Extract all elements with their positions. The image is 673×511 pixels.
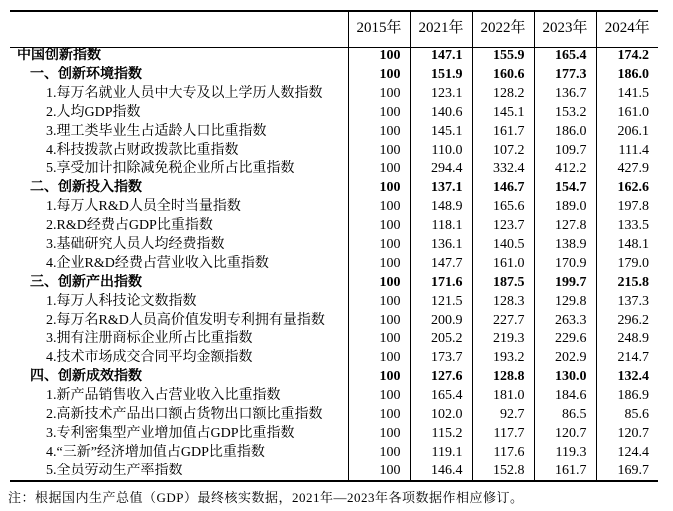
year-column-header: 2022年 — [472, 11, 534, 47]
row-label-cell: 1.新产品销售收入占营业收入比重指数 — [46, 388, 281, 404]
value-cell: 165.4 — [410, 387, 472, 406]
value-cell: 138.9 — [534, 236, 596, 255]
value-cell: 100 — [348, 444, 410, 463]
value-cell: 181.0 — [472, 387, 534, 406]
value-cell: 154.7 — [534, 179, 596, 198]
value-cell: 427.9 — [596, 160, 658, 179]
table-row — [10, 463, 658, 482]
value-cell: 296.2 — [596, 311, 658, 330]
value-cell: 174.2 — [596, 47, 658, 66]
value-cell: 100 — [348, 255, 410, 274]
row-label-cell: 4.“三新”经济增加值占GDP比重指数 — [46, 444, 265, 460]
value-cell: 206.1 — [596, 123, 658, 142]
table-row — [10, 141, 658, 160]
table-row — [10, 406, 658, 425]
table-row — [10, 236, 658, 255]
table-row — [10, 368, 658, 387]
value-cell: 121.5 — [410, 293, 472, 312]
row-label-cell: 4.科技拨款占财政拨款比重指数 — [46, 142, 239, 158]
table-row — [10, 330, 658, 349]
value-cell: 177.3 — [534, 66, 596, 85]
value-cell: 169.7 — [596, 463, 658, 482]
value-cell: 148.1 — [596, 236, 658, 255]
value-cell: 100 — [348, 330, 410, 349]
value-cell: 146.7 — [472, 179, 534, 198]
table-row — [10, 349, 658, 368]
value-cell: 215.8 — [596, 274, 658, 293]
value-cell: 130.0 — [534, 368, 596, 387]
value-cell: 100 — [348, 274, 410, 293]
row-label-cell: 3.拥有注册商标企业所占比重指数 — [46, 331, 253, 347]
value-cell: 161.0 — [472, 255, 534, 274]
value-cell: 197.8 — [596, 198, 658, 217]
row-label-cell: 一、创新环境指数 — [30, 66, 142, 82]
value-cell: 186.9 — [596, 387, 658, 406]
value-cell: 152.8 — [472, 463, 534, 482]
row-label-cell: 3.基础研究人员人均经费指数 — [46, 237, 225, 252]
value-cell: 165.6 — [472, 198, 534, 217]
value-cell: 155.9 — [472, 47, 534, 66]
value-cell: 119.3 — [534, 444, 596, 463]
value-cell: 137.3 — [596, 293, 658, 312]
value-cell: 148.9 — [410, 198, 472, 217]
value-cell: 202.9 — [534, 349, 596, 368]
value-cell: 205.2 — [410, 330, 472, 349]
value-cell: 128.3 — [472, 293, 534, 312]
value-cell: 162.6 — [596, 179, 658, 198]
value-cell: 100 — [348, 104, 410, 123]
value-cell: 100 — [348, 198, 410, 217]
row-label-cell: 2.R&D经费占GDP比重指数 — [46, 218, 213, 234]
table-footnote: 注：根据国内生产总值（GDP）最终核实数据，2021年—2023年各项数据作相应修订。 — [8, 490, 524, 505]
row-label-cell: 4.企业R&D经费占营业收入比重指数 — [46, 255, 269, 271]
table-row — [10, 198, 658, 217]
value-cell: 200.9 — [410, 311, 472, 330]
year-column-header: 2015年 — [348, 11, 410, 47]
value-cell: 132.4 — [596, 368, 658, 387]
value-cell: 171.6 — [410, 274, 472, 293]
row-label-cell: 二、创新投入指数 — [30, 180, 142, 196]
table-row — [10, 425, 658, 444]
value-cell: 141.5 — [596, 85, 658, 104]
value-cell: 332.4 — [472, 160, 534, 179]
value-cell: 170.9 — [534, 255, 596, 274]
value-cell: 186.0 — [534, 123, 596, 142]
value-cell: 173.7 — [410, 349, 472, 368]
row-label-cell: 5.享受加计扣除减免税企业所占比重指数 — [46, 161, 295, 177]
value-cell: 184.6 — [534, 387, 596, 406]
value-cell: 229.6 — [534, 330, 596, 349]
value-cell: 100 — [348, 463, 410, 482]
table-row — [10, 160, 658, 179]
row-label-cell: 1.每万人R&D人员全时当量指数 — [46, 199, 241, 215]
value-cell: 117.6 — [472, 444, 534, 463]
value-cell: 128.2 — [472, 85, 534, 104]
value-cell: 189.0 — [534, 198, 596, 217]
value-cell: 127.8 — [534, 217, 596, 236]
row-label-cell: 3.专利密集型产业增加值占GDP比重指数 — [46, 425, 295, 441]
value-cell: 151.9 — [410, 66, 472, 85]
stub-header-cell — [10, 11, 348, 47]
table-row — [10, 104, 658, 123]
value-cell: 140.6 — [410, 104, 472, 123]
value-cell: 120.7 — [534, 425, 596, 444]
table-body — [10, 47, 658, 481]
value-cell: 146.4 — [410, 463, 472, 482]
value-cell: 92.7 — [472, 406, 534, 425]
value-cell: 214.7 — [596, 349, 658, 368]
value-cell: 100 — [348, 179, 410, 198]
table-row — [10, 255, 658, 274]
value-cell: 86.5 — [534, 406, 596, 425]
value-cell: 145.1 — [472, 104, 534, 123]
value-cell: 100 — [348, 311, 410, 330]
year-column-header: 2021年 — [410, 11, 472, 47]
china-innovation-index-table — [10, 10, 658, 482]
value-cell: 123.1 — [410, 85, 472, 104]
value-cell: 161.7 — [472, 123, 534, 142]
value-cell: 193.2 — [472, 349, 534, 368]
value-cell: 133.5 — [596, 217, 658, 236]
value-cell: 123.7 — [472, 217, 534, 236]
value-cell: 294.4 — [410, 160, 472, 179]
value-cell: 161.0 — [596, 104, 658, 123]
value-cell: 119.1 — [410, 444, 472, 463]
value-cell: 100 — [348, 425, 410, 444]
table-row — [10, 311, 658, 330]
value-cell: 199.7 — [534, 274, 596, 293]
value-cell: 187.5 — [472, 274, 534, 293]
value-cell: 153.2 — [534, 104, 596, 123]
table-row — [10, 387, 658, 406]
value-cell: 140.5 — [472, 236, 534, 255]
value-cell: 100 — [348, 387, 410, 406]
table-row — [10, 293, 658, 312]
value-cell: 100 — [348, 66, 410, 85]
value-cell: 147.1 — [410, 47, 472, 66]
value-cell: 227.7 — [472, 311, 534, 330]
value-cell: 85.6 — [596, 406, 658, 425]
value-cell: 147.7 — [410, 255, 472, 274]
value-cell: 128.8 — [472, 368, 534, 387]
value-cell: 129.8 — [534, 293, 596, 312]
row-label-cell: 1.每万人科技论文数指数 — [46, 293, 197, 309]
value-cell: 124.4 — [596, 444, 658, 463]
value-cell: 118.1 — [410, 217, 472, 236]
value-cell: 102.0 — [410, 406, 472, 425]
row-label-cell: 中国创新指数 — [17, 48, 101, 64]
value-cell: 219.3 — [472, 330, 534, 349]
value-cell: 145.1 — [410, 123, 472, 142]
value-cell: 186.0 — [596, 66, 658, 85]
value-cell: 160.6 — [472, 66, 534, 85]
value-cell: 100 — [348, 141, 410, 160]
value-cell: 120.7 — [596, 425, 658, 444]
table-row — [10, 444, 658, 463]
value-cell: 100 — [348, 368, 410, 387]
value-cell: 100 — [348, 217, 410, 236]
value-cell: 412.2 — [534, 160, 596, 179]
row-label-cell: 3.理工类毕业生占适龄人口比重指数 — [46, 123, 267, 139]
row-label-cell: 2.每万名R&D人员高价值发明专利拥有量指数 — [46, 312, 325, 328]
value-cell: 110.0 — [410, 141, 472, 160]
value-cell: 115.2 — [410, 425, 472, 444]
year-column-header: 2024年 — [596, 11, 658, 47]
value-cell: 100 — [348, 406, 410, 425]
value-cell: 161.7 — [534, 463, 596, 482]
value-cell: 179.0 — [596, 255, 658, 274]
header-row — [10, 11, 658, 47]
value-cell: 100 — [348, 349, 410, 368]
row-label-cell: 4.技术市场成交合同平均金额指数 — [46, 350, 253, 366]
row-label-cell: 四、创新成效指数 — [30, 369, 142, 385]
row-label-cell: 三、创新产出指数 — [30, 274, 142, 290]
year-column-header: 2023年 — [534, 11, 596, 47]
value-cell: 109.7 — [534, 141, 596, 160]
value-cell: 100 — [348, 85, 410, 104]
value-cell: 136.1 — [410, 236, 472, 255]
row-label-cell: 2.高新技术产品出口额占货物出口额比重指数 — [46, 407, 323, 423]
value-cell: 111.4 — [596, 141, 658, 160]
value-cell: 100 — [348, 123, 410, 142]
value-cell: 137.1 — [410, 179, 472, 198]
value-cell: 107.2 — [472, 141, 534, 160]
value-cell: 127.6 — [410, 368, 472, 387]
table-row — [10, 123, 658, 142]
row-label-cell: 5.全员劳动生产率指数 — [46, 463, 183, 479]
value-cell: 136.7 — [534, 85, 596, 104]
value-cell: 117.7 — [472, 425, 534, 444]
value-cell: 263.3 — [534, 311, 596, 330]
value-cell: 100 — [348, 160, 410, 179]
value-cell: 100 — [348, 236, 410, 255]
value-cell: 100 — [348, 47, 410, 66]
value-cell: 100 — [348, 293, 410, 312]
row-label-cell: 2.人均GDP指数 — [46, 104, 141, 120]
value-cell: 165.4 — [534, 47, 596, 66]
table-row — [10, 66, 658, 85]
table-row — [10, 47, 658, 66]
table-row — [10, 217, 658, 236]
table-row — [10, 179, 658, 198]
table-row — [10, 85, 658, 104]
value-cell: 248.9 — [596, 330, 658, 349]
row-label-cell: 1.每万名就业人员中大专及以上学历人数指数 — [46, 85, 323, 101]
table-row — [10, 274, 658, 293]
